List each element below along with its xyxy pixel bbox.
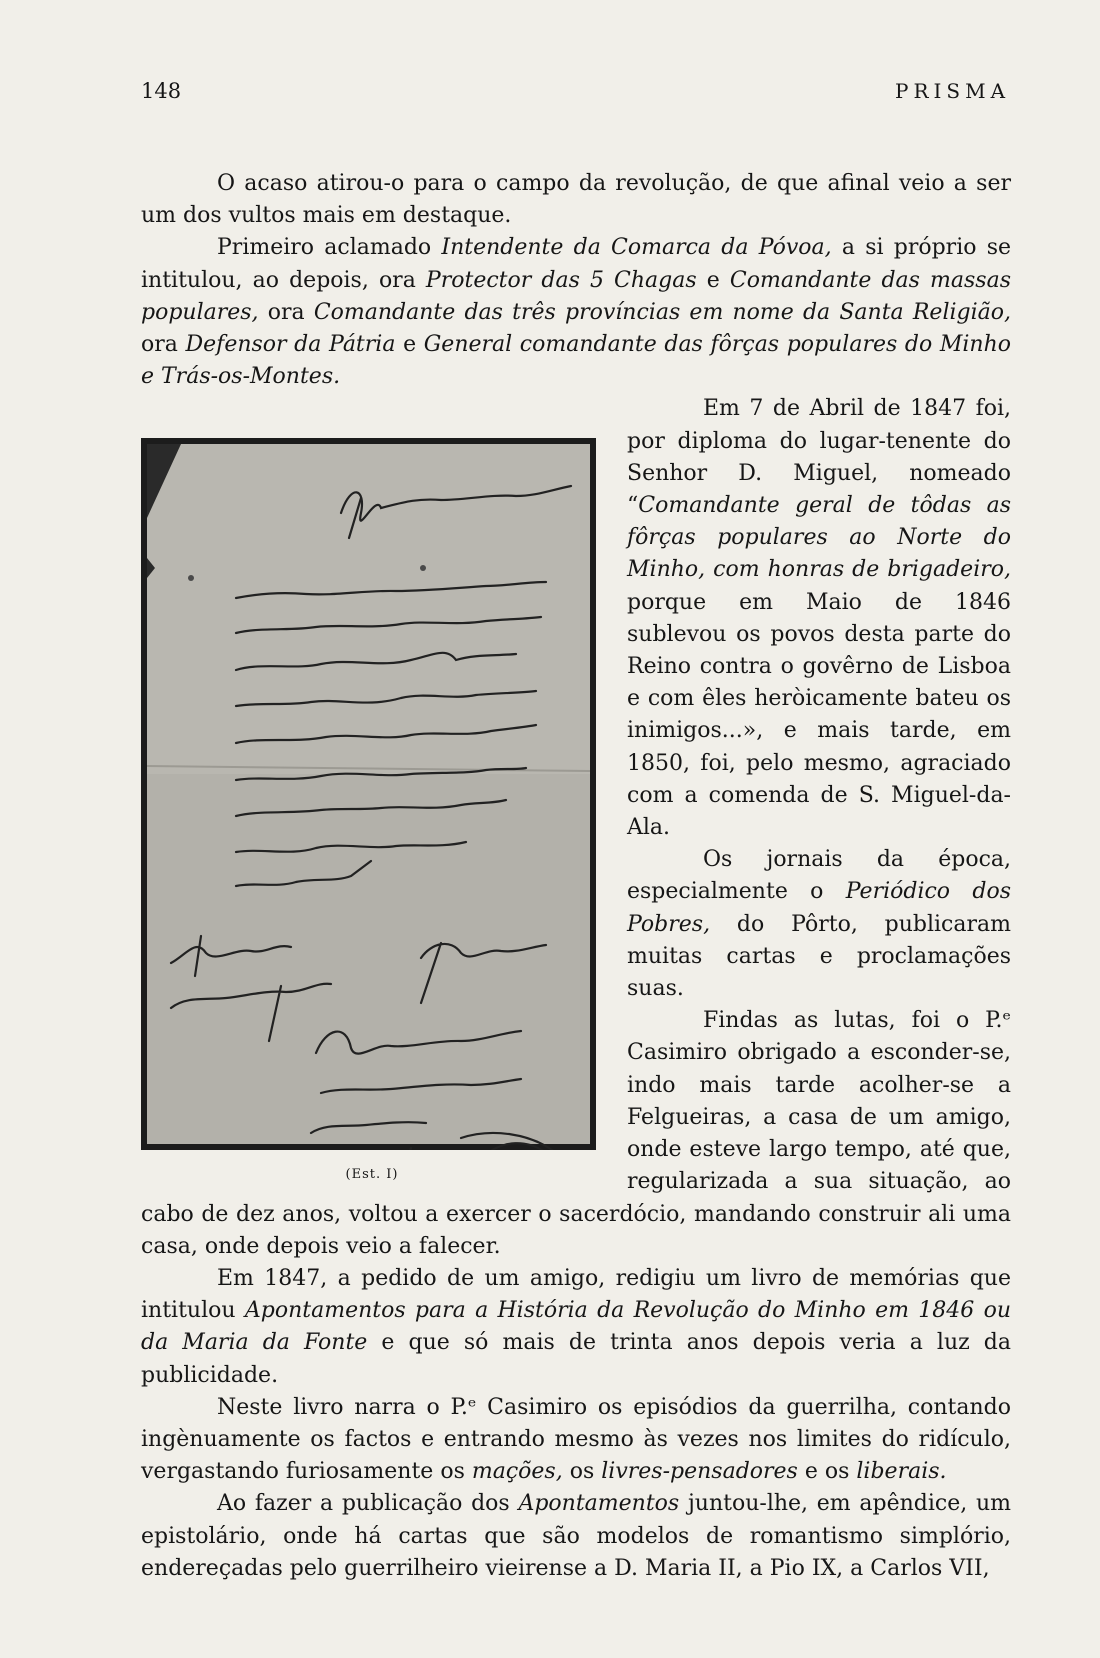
italic-title: Protector das 5 Chagas [425,267,697,293]
text-run: a si próprio se intitulou, ao depois, ora [141,235,1012,293]
text-run: Em 7 de Abril de 1847 foi, por diploma do lugar-tenente do Senhor D. Miguel, nomeado “ [627,396,1011,519]
figure-caption: (Est. I) [345,1167,399,1183]
italic-title: Apontamentos para a História da Revolução do Minho em 1846 ou da Maria da Fonte [141,1298,1011,1356]
text-run: Primeiro aclamado [217,235,442,261]
text-run: Em 1847, a pedido de um amigo, redigiu um livro de memórias que intitulou [141,1265,1011,1324]
italic-term: mações, [471,1459,563,1485]
italic-title: Periódico dos Pobres, [627,879,1011,937]
text-run: porque em Maio de 1846 sublevou os povos desta parte do Reino contra o govêrno de Lisboa e com êles heròicamente bateu os inimigos...», e mais tarde, em 1850, foi, pelo mesmo, agraciado com a comenda de S. Miguel-da-Ala. [627,589,1011,841]
italic-title: Defensor da Pátria [185,332,396,358]
text-run: ora [141,332,186,358]
italic-title: General comandante das fôrças populares do Minho e Trás-os-Montes. [141,332,1011,390]
text-run: Os jornais da época, especialmente o [627,847,1011,905]
paragraph-6 [141,1263,1011,1392]
paragraph-8 [141,1488,1011,1585]
italic-title: Comandante das massas populares, [141,267,1011,325]
text-run: ora [258,299,314,325]
text-run: e que só mais de trinta anos depois veria a luz da publicidade. [141,1330,1011,1388]
running-title: PRISMA [895,79,1011,103]
text-run: e [696,267,730,293]
manuscript-letter-image [141,438,596,1150]
text-run: Ao fazer a publicação dos [217,1491,519,1517]
italic-title: Apontamentos [518,1491,680,1517]
italic-title: Intendente da Comarca da Póvoa, [441,235,832,261]
page-number: 148 [141,79,182,103]
italic-title: Comandante das três províncias em nome da Santa Religião, [313,299,1011,325]
paragraph-7 [141,1392,1011,1489]
text-run: e [395,332,424,358]
text-run: os [562,1459,602,1485]
text-run: e os [797,1459,857,1485]
italic-quote: Comandante geral de tôdas as fôrças populares ao Norte do Minho, com honras de brigadeiro, [627,493,1011,583]
text-run: juntou-lhe, em apêndice, um epistolário, onde há cartas que são modelos de romantismo simplório, endereçadas pelo guerrilheiro vieirense a D. Maria II, a Pio IX, a Carlos VII, [141,1491,1011,1581]
paragraph-1: O acaso atirou-o para o campo da revolução, de que afinal veio a ser um dos vultos mais em destaque. [141,171,1011,229]
manuscript-figure [141,438,603,1191]
text-run: Neste livro narra o P.ᵉ Casimiro os episódios da guerrilha, contando ingènuamente os factos e entrando mesmo às vezes nos limites do ridículo, vergastando furiosamente os [141,1394,1011,1485]
paragraph-2 [141,232,1011,393]
italic-term: livres-pensadores [601,1459,798,1485]
italic-term: liberais. [856,1459,947,1485]
text-run: do Pôrto, publicaram muitas cartas e proclamações suas. [627,911,1011,1002]
body-text [141,168,1011,1585]
paragraph-5: Findas as lutas, foi o P.ᵉ Casimiro obrigado a esconder-se, indo mais tarde acolher-se a Felgueiras, a casa de um amigo, onde esteve largo tempo, até que, regularizada a sua situação, ao cabo de dez anos, voltou a exercer o sacerdócio, mandando construir ali uma casa, onde depois veio a falecer. [141,1008,1011,1259]
